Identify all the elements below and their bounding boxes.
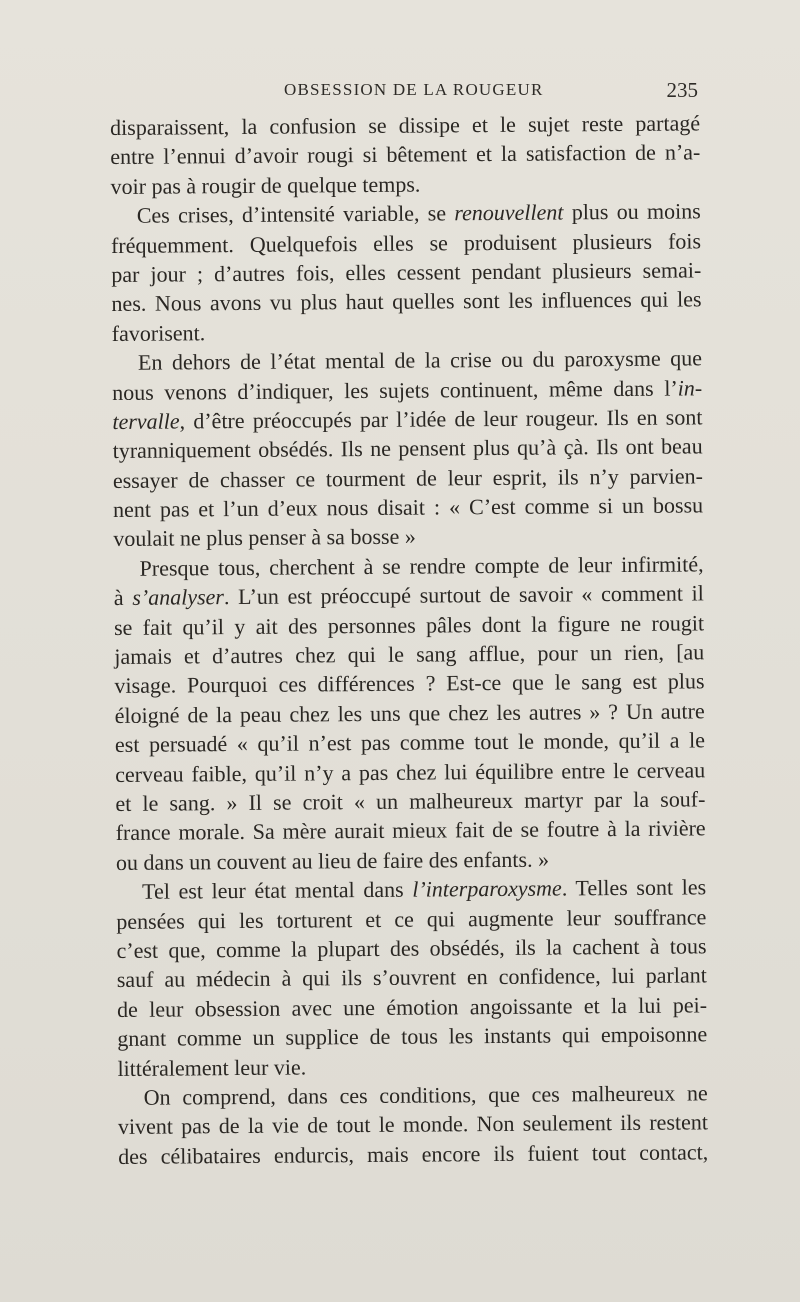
- text-line: [112, 402, 702, 436]
- text-line: sauf au médecin à qui ils s’ouvrent en confidence, lui parlant: [116, 962, 707, 993]
- italic-text: s’analyser: [132, 584, 225, 611]
- text-line: c’est que, comme la plupart des obsédés, ils la cachent à tous: [116, 933, 707, 963]
- body-text: [110, 108, 708, 1171]
- text-line: [112, 373, 702, 407]
- text-run: On comprend, dans ces conditions, que ces malheureux ne: [143, 1080, 708, 1110]
- text-line: vivent pas de la vie de tout le monde. Non seulement ils restent: [117, 1109, 709, 1140]
- text-line: des célibataires endurcis, mais encore ils fuient tout contact,: [118, 1139, 709, 1169]
- text-line: de leur obsession avec une émotion angoissante et la lui pei-: [116, 992, 708, 1022]
- text-line: est persuadé « qu’il n’est pas comme tout le monde, qu’il a le: [114, 727, 706, 758]
- italic-text: l’interparoxysme: [412, 875, 562, 902]
- text-run: . L’un est préoccupé surtout de savoir « comment il: [223, 580, 704, 610]
- running-title: OBSESSION DE LA ROUGEUR: [284, 80, 544, 99]
- text-line: tyranniquement obsédés. Ils ne pensent plus qu’à çà. Ils ont beau: [112, 433, 703, 464]
- text-line: nent pas et l’un d’eux nous disait : « C’est comme si un bossu: [113, 492, 704, 523]
- page-number: 235: [666, 78, 698, 102]
- text-line: ou dans un couvent au lieu de faire des enfants. »: [115, 846, 550, 875]
- text-line: [114, 579, 704, 613]
- running-head: [108, 78, 698, 102]
- text-line: [111, 197, 701, 231]
- text-run: plus ou moins: [563, 198, 701, 225]
- text-line: et le sang. » Il se croit « un malheureux martyr par la souf-: [115, 786, 706, 816]
- text-run: nous venons d’indiquer, les sujets continuent, même dans l’: [112, 375, 678, 405]
- text-run: Presque tous, cherchent à se rendre compte de leur infirmité,: [139, 551, 704, 581]
- text-run: Tel est leur état mental dans: [142, 876, 413, 904]
- text-line: visage. Pourquoi ces différences ? Est-ce que le sang est plus: [114, 668, 705, 699]
- text-run: Ces crises, d’intensité variable, se: [136, 200, 455, 228]
- text-line: essayer de chasser ce tourment de leur esprit, ils n’y parvien-: [112, 463, 703, 493]
- italic-text: in-: [677, 374, 703, 401]
- text-run: . Telles sont les: [561, 874, 707, 901]
- text-line: disparaissent, la confusion se dissipe et le sujet reste partagé: [110, 110, 701, 140]
- text-line: france morale. Sa mère aurait mieux fait de se foutre à la rivière: [115, 815, 706, 846]
- text-line: gnant comme un supplice de tous les instants qui empoisonne: [117, 1021, 708, 1052]
- text-line: pensées qui les torturent et ce qui augmente leur souffrance: [116, 903, 707, 934]
- text-line: [112, 343, 702, 377]
- text-line: entre l’ennui d’avoir rougi si bêtement et la satisfaction de n’a-: [110, 139, 701, 170]
- text-line: [118, 1078, 708, 1112]
- text-run: , d’être préoccupés par l’idée de leur rougeur. Ils en sont: [179, 404, 703, 434]
- italic-text: renouvellent: [454, 199, 564, 226]
- text-line: éloigné de la peau chez les uns que chez les autres » ? Un autre: [114, 698, 705, 728]
- text-line: voir pas à rougir de quelque temps.: [110, 171, 421, 199]
- text-line: par jour ; d’autres fois, elles cessent pendant plusieurs semai-: [111, 257, 702, 287]
- text-run: à: [113, 585, 133, 611]
- text-line: cerveau faible, qu’il n’y a pas chez lui équilibre entre le cerveau: [115, 756, 706, 787]
- text-line: favorisent.: [111, 319, 206, 346]
- text-line: se fait qu’il y ait des personnes pâles dont la figure ne rougit: [113, 609, 705, 640]
- text-line: littéralement leur vie.: [117, 1053, 307, 1081]
- italic-text: tervalle: [112, 408, 180, 434]
- text-run: En dehors de l’état mental de la crise ou du paroxysme que: [137, 345, 703, 375]
- text-line: jamais et d’autres chez qui le sang afflue, pour un rien, [au: [114, 639, 705, 670]
- text-line: [116, 872, 706, 906]
- text-line: [113, 549, 703, 583]
- text-line: nes. Nous avons vu plus haut quelles sont les influences qui les: [111, 286, 702, 317]
- text-line: voulait ne plus penser à sa bosse »: [113, 524, 416, 552]
- text-line: fréquemment. Quelquefois elles se produisent plusieurs fois: [110, 227, 702, 258]
